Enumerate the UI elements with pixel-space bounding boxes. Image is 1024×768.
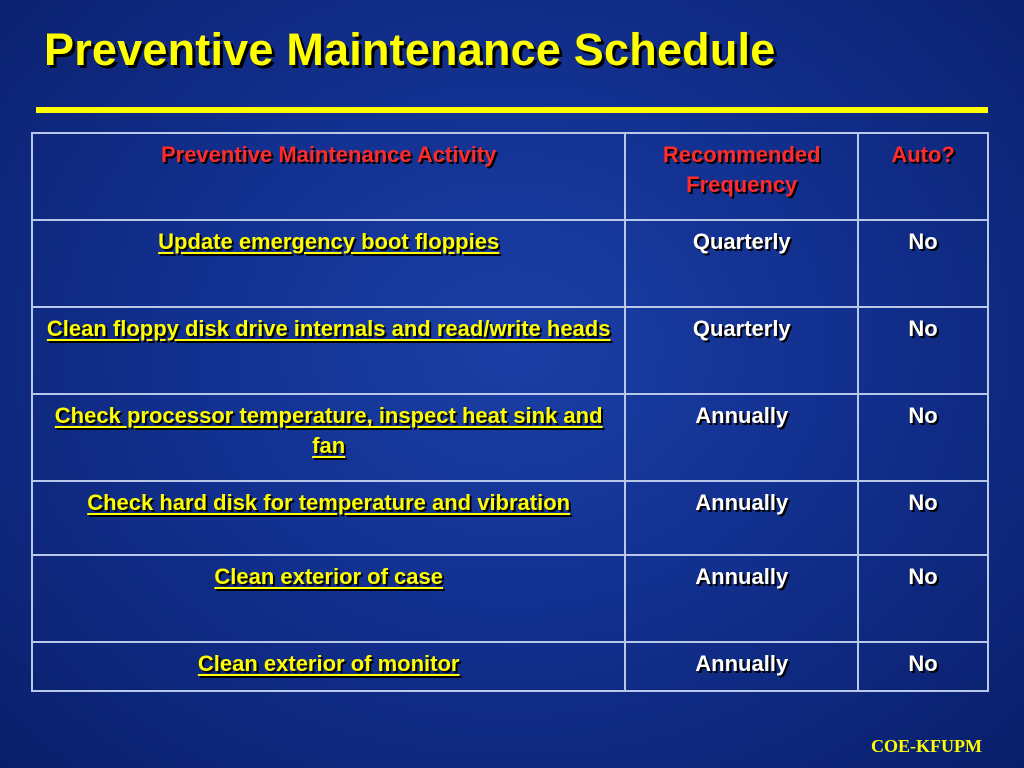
frequency-cell: Annually — [625, 394, 858, 481]
frequency-cell: Annually — [625, 642, 858, 691]
footer-label: COE-KFUPM — [871, 736, 982, 756]
maintenance-schedule-table — [31, 132, 989, 692]
auto-cell: No — [858, 555, 988, 642]
activity-link[interactable]: Clean floppy disk drive internals and read/write heads — [46, 316, 611, 341]
activity-link[interactable]: Update emergency boot floppies — [158, 229, 500, 254]
table-row — [32, 642, 988, 691]
table-row — [32, 307, 988, 394]
header-frequency: Recommended Frequency — [625, 133, 858, 220]
table-row — [32, 394, 988, 481]
activity-link[interactable]: Clean exterior of monitor — [197, 651, 460, 676]
frequency-cell: Annually — [625, 481, 858, 555]
frequency-cell: Quarterly — [625, 220, 858, 307]
header-auto: Auto? — [858, 133, 988, 220]
slide-title: Preventive Maintenance Schedule — [44, 24, 776, 75]
auto-cell: No — [858, 642, 988, 691]
auto-cell: No — [858, 307, 988, 394]
table-row — [32, 220, 988, 307]
activity-link[interactable]: Check hard disk for temperature and vibration — [87, 490, 571, 515]
activity-link[interactable]: Check processor temperature, inspect heat sink and fan — [54, 403, 603, 458]
frequency-cell: Quarterly — [625, 307, 858, 394]
table-row — [32, 555, 988, 642]
activity-link[interactable]: Clean exterior of case — [214, 564, 444, 589]
auto-cell: No — [858, 394, 988, 481]
auto-cell: No — [858, 220, 988, 307]
table-row — [32, 481, 988, 555]
auto-cell: No — [858, 481, 988, 555]
header-activity: Preventive Maintenance Activity — [32, 133, 625, 220]
title-underline-divider — [36, 107, 988, 113]
frequency-cell: Annually — [625, 555, 858, 642]
table-header-row — [32, 133, 988, 220]
